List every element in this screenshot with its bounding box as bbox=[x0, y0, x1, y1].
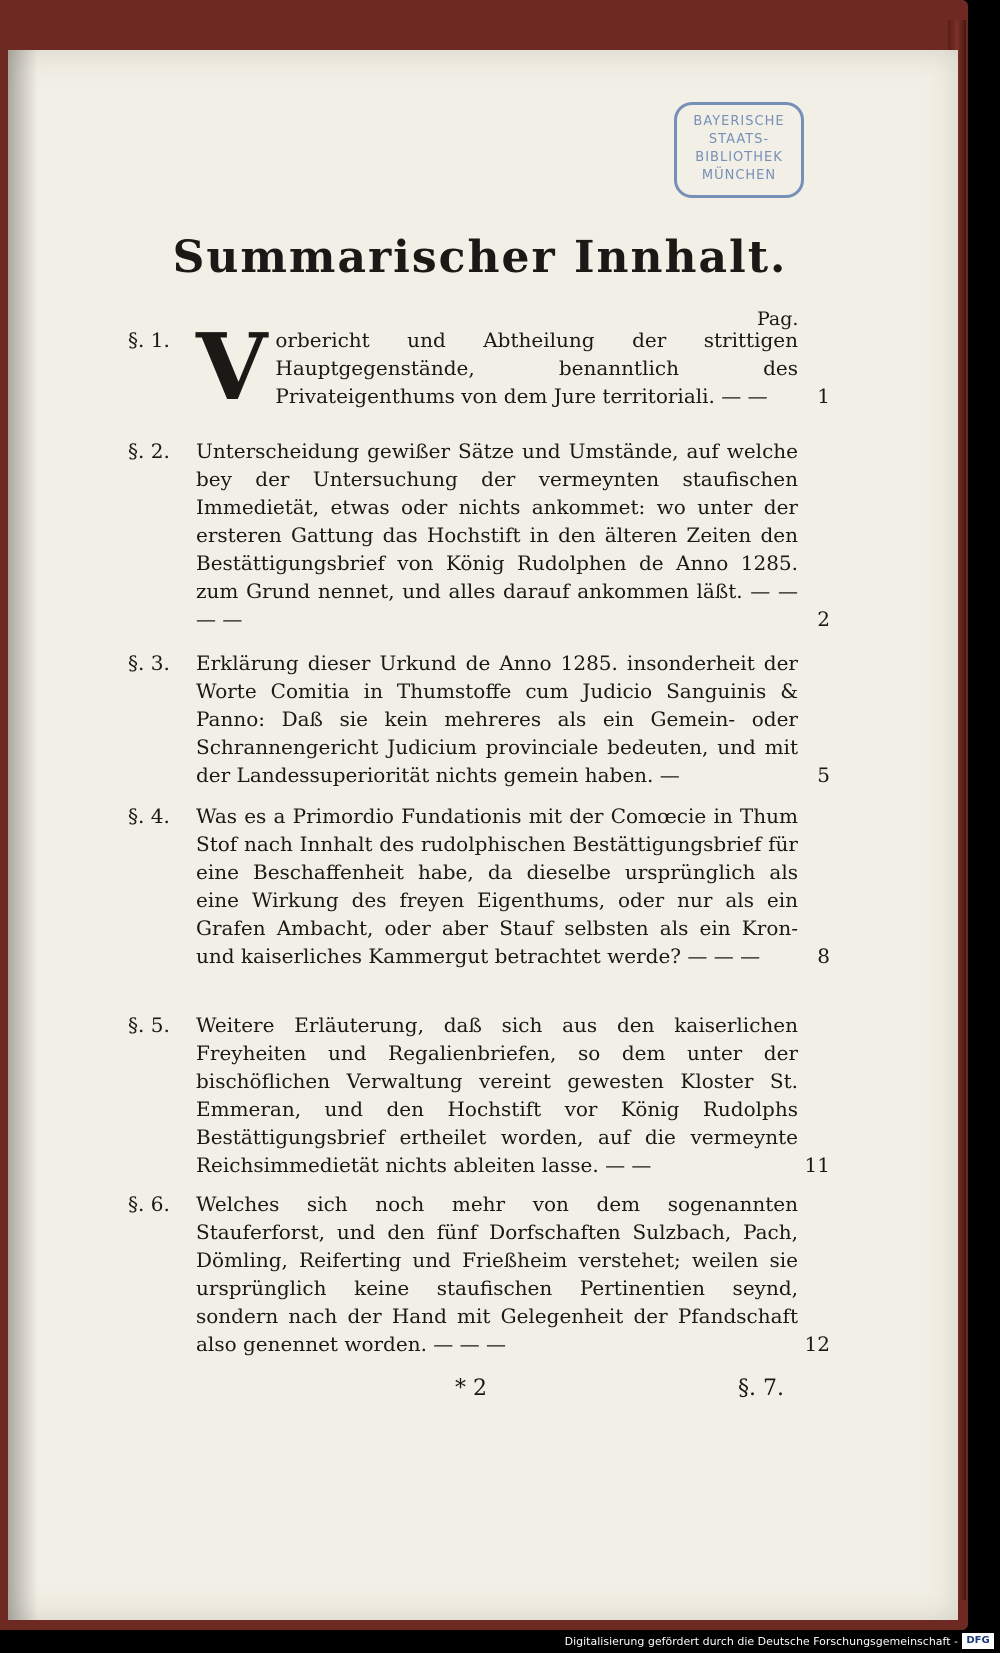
page-number: 1 bbox=[817, 384, 830, 408]
spine-shadow bbox=[8, 50, 38, 1620]
section-number: §. 1. bbox=[128, 328, 170, 352]
section-number: §. 3. bbox=[128, 651, 170, 675]
page-number: 5 bbox=[817, 763, 830, 787]
page-column-label: Pag. bbox=[757, 308, 799, 330]
toc-entry-4 bbox=[128, 802, 830, 970]
page-number: 8 bbox=[817, 944, 830, 968]
stamp-line: MÜNCHEN bbox=[701, 168, 777, 183]
section-number: §. 4. bbox=[128, 804, 170, 828]
toc-entry-3 bbox=[128, 649, 830, 789]
page-number: 2 bbox=[817, 607, 830, 631]
toc-entry-5 bbox=[128, 1011, 830, 1179]
entry-text: Unterscheidung gewißer Sätze und Umstände, auf welche bey der Untersuchung der vermeynten staufischen Immedietät, etwas oder nichts ankommet: wo unter der ersteren Gattung das Hochstift in den älteren Zeiten den Bestättigungsbrief von König Rudolphen de Anno 1285. zum Grund nennet, und alles darauf ankommen läßt. — — — — bbox=[196, 439, 798, 631]
entry-text: Weitere Erläuterung, daß sich aus den kaiserlichen Freyheiten und Regalienbriefen, so dem unter der bischöflichen Verwaltung vereint gewesten Kloster St. Emmeran, und den Hochstift vor König Rudolphs Bestättigungsbrief ertheilet worden, auf die vermeynte Reichsimmedietät nichts ableiten lasse. — — bbox=[196, 1013, 798, 1177]
page-title: Summarischer Innhalt. bbox=[172, 232, 788, 283]
signature-mark: * 2 bbox=[455, 1376, 487, 1401]
stamp-line: STAATS- bbox=[708, 132, 770, 147]
drop-capital: V bbox=[196, 313, 268, 421]
page-number: 12 bbox=[804, 1332, 830, 1356]
entry-text: orbericht und Abtheilung der strittigen Hauptgegenstände, benanntlich des Privateigenthums von dem Jure territoriali. — — bbox=[275, 328, 798, 408]
section-number: §. 2. bbox=[128, 439, 170, 463]
entry-text: Erklärung dieser Urkund de Anno 1285. insonderheit der Worte Comitia in Thumstoffe cum Judicio Sanguinis & Panno: Daß sie kein mehreres als ein Gemein- oder Schrannengericht Judicium provinciale bedeuten, und mit der Landessuperiorität nichts gemein haben. — bbox=[196, 651, 798, 787]
toc-entry-6 bbox=[128, 1190, 830, 1358]
page-number: 11 bbox=[804, 1153, 830, 1177]
entry-text: Was es a Primordio Fundationis mit der Comœcie in Thum Stof nach Innhalt des rudolphischen Bestättigungsbrief für eine Beschaffenheit habe, da dieselbe ursprünglich als eine Wirkung des freyen Eigenthums, oder nur als ein Grafen Ambacht, oder aber Stauf selbsten als ein Kron- und kaiserliches Kammergut betrachtet werde? — — — bbox=[196, 804, 798, 968]
stamp-line: BAYERISCHE bbox=[693, 114, 785, 129]
stamp-line: BIBLIOTHEK bbox=[695, 150, 783, 165]
toc-entry-2 bbox=[128, 437, 830, 633]
dfg-logo: DFG bbox=[962, 1633, 994, 1649]
catchword: §. 7. bbox=[738, 1376, 784, 1401]
section-number: §. 6. bbox=[128, 1192, 170, 1216]
entry-text: Welches sich noch mehr von dem sogenannten Stauferforst, und den fünf Dorfschaften Sulzbach, Pach, Dömling, Reiferting und Frießheim verstehet; weilen sie ursprünglich keine staufischen Pertinentien seynd, sondern nach der Hand mit Gelegenheit der Pfandschaft also genennet worden. — — — bbox=[196, 1192, 798, 1356]
section-number: §. 5. bbox=[128, 1013, 170, 1037]
digitization-credit: Digitalisierung gefördert durch die Deutsche Forschungsgemeinschaft - bbox=[0, 1630, 1000, 1653]
library-stamp bbox=[674, 102, 804, 198]
